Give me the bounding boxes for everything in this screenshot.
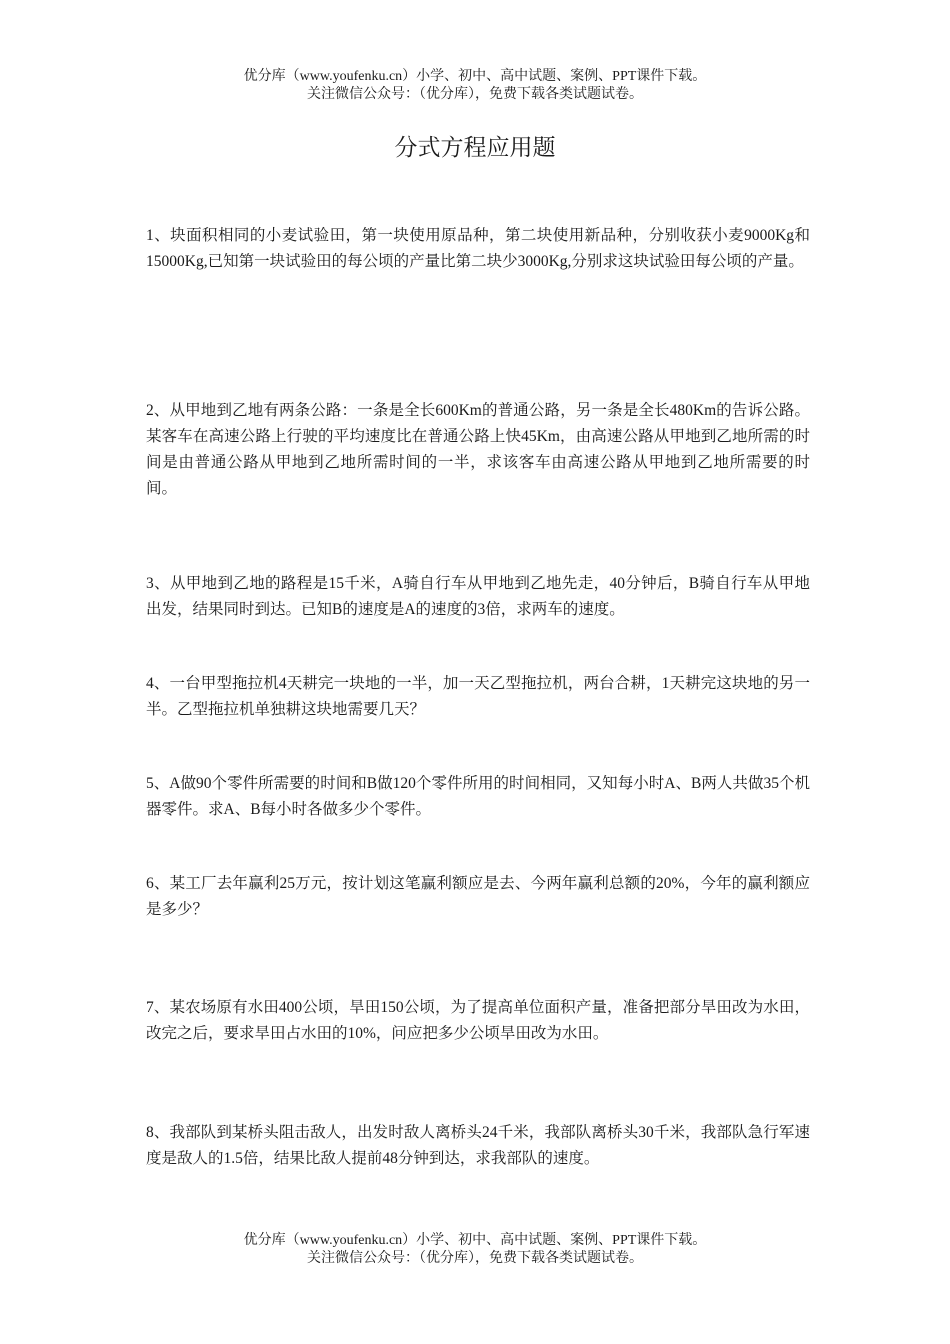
question-4: 4、一台甲型拖拉机4天耕完一块地的一半，加一天乙型拖拉机，两台合耕，1天耕完这块地的另一半。乙型拖拉机单独耕这块地需要几天？ <box>146 675 810 718</box>
question-7: 7、某农场原有水田400公顷，旱田150公顷，为了提高单位面积产量，准备把部分旱田改为水田，改完之后，要求旱田占水田的10%，问应把多少公顷旱田改为水田。 <box>146 999 810 1042</box>
footer-line-2: 关注微信公众号：（优分库），免费下载各类试题试卷。 <box>307 1251 643 1266</box>
page-header <box>0 68 950 104</box>
question-2: 2、从甲地到乙地有两条公路：一条是全长600Km的普通公路，另一条是全长480Km的告诉公路。某客车在高速公路上行驶的平均速度比在普通公路上快45Km，由高速公路从甲地到乙地所需的时间是由普通公路从甲地到乙地所需时间的一半，求该客车由高速公路从甲地到乙地所需要的时间。 <box>146 402 810 497</box>
question-8: 8、我部队到某桥头阻击敌人，出发时敌人离桥头24千米，我部队离桥头30千米，我部队急行军速度是敌人的1.5倍，结果比敌人提前48分钟到达，求我部队的速度。 <box>146 1124 810 1167</box>
header-line-2: 关注微信公众号：（优分库），免费下载各类试题试卷。 <box>307 87 643 102</box>
footer-line-1: 优分库（www.youfenku.cn）小学、初中、高中试题、案例、PPT课件下载。 <box>243 1233 707 1248</box>
question-3: 3、从甲地到乙地的路程是15千米，A骑自行车从甲地到乙地先走，40分钟后，B骑自行车从甲地出发，结果同时到达。已知B的速度是A的速度的3倍，求两车的速度。 <box>146 575 810 618</box>
question-6: 6、某工厂去年赢利25万元，按计划这笔赢利额应是去、今两年赢利总额的20%，今年的赢利额应是多少？ <box>146 875 810 918</box>
page-footer <box>0 1232 950 1268</box>
question-5: 5、A做90个零件所需要的时间和B做120个零件所用的时间相同，又知每小时A、B两人共做35个机器零件。求A、B每小时各做多少个零件。 <box>146 775 810 818</box>
question-1: 1、块面积相同的小麦试验田，第一块使用原品种，第二块使用新品种，分别收获小麦9000Kg和15000Kg,已知第一块试验田的每公顷的产量比第二块少3000Kg,分别求这块试验田每公顷的产量。 <box>146 227 810 270</box>
page-title: 分式方程应用题 <box>394 135 556 160</box>
header-line-1: 优分库（www.youfenku.cn）小学、初中、高中试题、案例、PPT课件下载。 <box>243 69 707 84</box>
